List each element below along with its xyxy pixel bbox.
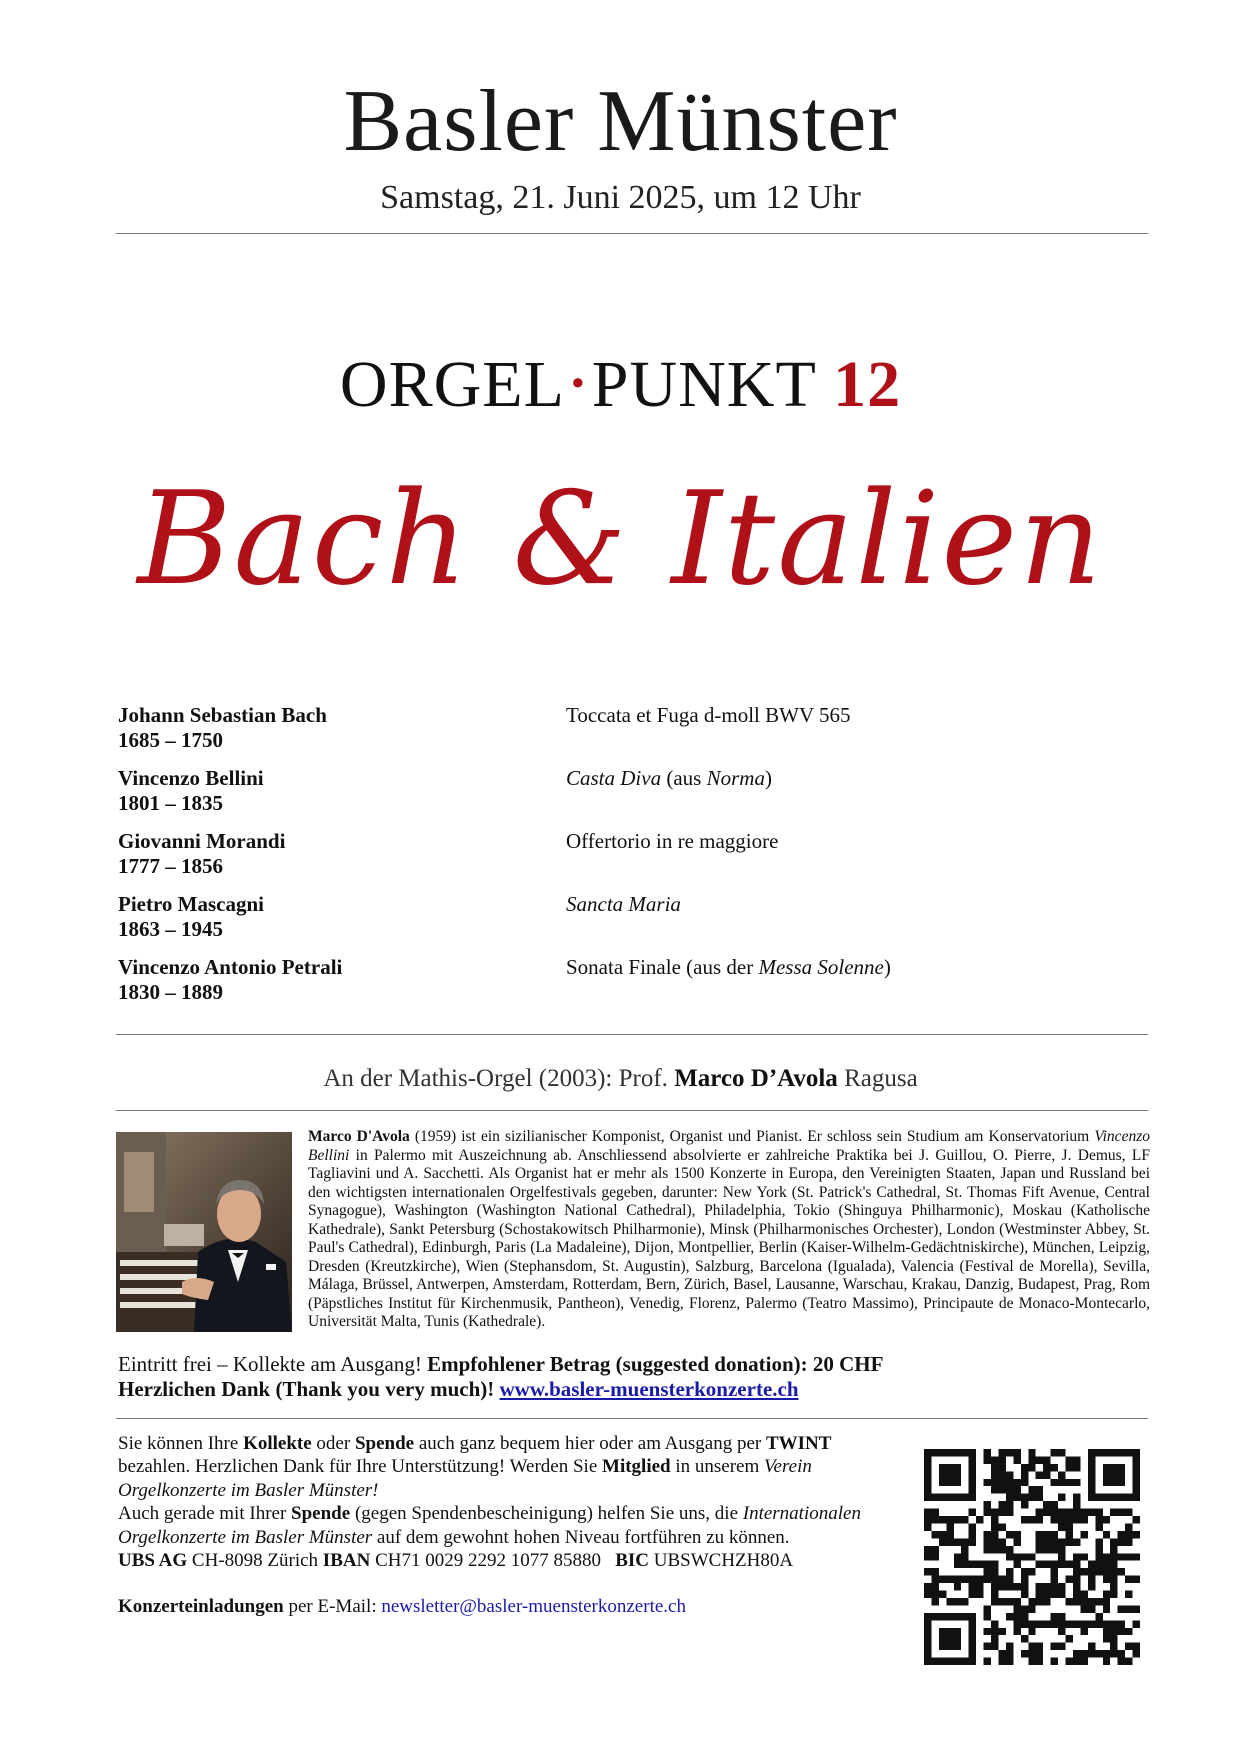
bank-details: UBS AG CH-8098 Zürich IBAN CH71 0029 2292 1077 85880 BIC UBSWCHZH80A [118, 1550, 794, 1572]
program-composer: Vincenzo Antonio Petrali 1830 – 1889 [118, 955, 343, 1004]
suggested-donation: Empfohlener Betrag (suggested donation): 20 CHF [427, 1352, 884, 1376]
series-title [0, 345, 1241, 423]
program-work: Casta Diva (aus Norma) [566, 766, 772, 790]
divider-program [116, 1034, 1148, 1035]
series-part1: ORGEL [339, 347, 565, 421]
divider-donation [116, 1418, 1148, 1419]
concert-subtitle: Bach & Italien [137, 465, 1104, 614]
website-link[interactable]: www.basler-muensterkonzerte.ch [499, 1377, 799, 1401]
organist-photo [116, 1132, 292, 1332]
program-composer: Pietro Mascagni 1863 – 1945 [118, 892, 264, 941]
performer-line: An der Mathis-Orgel (2003): Prof. Marco D’Avola Ragusa [323, 1065, 918, 1092]
newsletter-info: Konzerteinladungen per E-Mail: newsletter@basler-muensterkonzerte.ch [118, 1596, 686, 1617]
program-work: Offertorio in re maggiore [566, 829, 779, 853]
performer-name: Marco D’Avola [674, 1065, 838, 1092]
program-work: Sonata Finale (aus der Messa Solenne) [566, 955, 891, 979]
support-text: Sie können Ihre Kollekte oder Spende auch ganz bequem hier oder am Ausgang per TWINT bezahlen. Herzlichen Dank für Ihre Unterstützung! Werden Sie Mitglied in unserem Verein Orgelkonzerte im Basler Münster! Auch gerade mit Ihrer Spende (gegen Spendenbescheinigung) helfen Sie uns, die Internationalen Orgelkonzerte im Basler Münster auf dem gewohnt hohen Niveau fortführen zu können. UBS AG CH-8098 Zürich IBAN CH71 0029 2292 1077 85880 BIC UBSWCHZH80A [118, 1432, 888, 1572]
newsletter-email-link[interactable]: newsletter@basler-muensterkonzerte.ch [381, 1596, 686, 1617]
series-dot: • [570, 361, 586, 405]
divider-performer [116, 1110, 1148, 1111]
program-work: Sancta Maria [566, 892, 681, 916]
qr-code-icon[interactable] [924, 1449, 1140, 1665]
series-number: 12 [833, 347, 902, 421]
program-composer: Johann Sebastian Bach 1685 – 1750 [118, 703, 327, 752]
program-work: Toccata et Fuga d-moll BWV 565 [566, 703, 851, 727]
performer-bio: Marco D'Avola (1959) ist ein sizilianischer Komponist, Organist und Pianist. Er schloss sein Studium am Konservatorium Vincenzo Bellini in Palermo mit Auszeichnung ab. Anschliessend absolvierte er zahlreiche Praktika bei J. Guillou, O. Pierre, J. Demus, LF Tagliavini und A. Sacchetti. Als Organist hat er mehr als 1500 Konzerte in Europa, den Vereinigten Staaten, Japan und Russland bei den wichtigsten internationalen Orgelfestivals gegeben, darunter: New York (St. Patrick's Cathedral, St. Thomas Fift Avenue, Central Synagogue), Washington (Washington National Cathedral), Philadelphia, Tokio (Shinguya Philharmonic), Moskau (Katholische Kathedrale), Sankt Petersburg (Schostakowitsch Philharmonie), Minsk (Philharmonisches Orchester), London (Westminster Abbey, St. Paul's Cathedral), Edinburgh, Paris (La Madaleine), Dijon, Montpellier, Berlin (Kaiser-Wilhelm-Gedächtniskirche), München, Leipzig, Dresden (Kreutzkirche), Wien (Stephansdom, St. Augustin), Salzburg, Barcelona (Igualada), Valencia (Festival de Morella), Sevilla, Málaga, Brüssel, Antwerpen, Amsterdam, Rotterdam, Bern, Zürich, Basel, Lausanne, Warschau, Krakau, Danzig, Budapest, Prag, Rom (Päpstliches Institut für Kirchenmusik, Pantheon), Venedig, Florenz, Palermo (Teatro Massimo), Principaute de Monaco-Montecarlo, Universität Malta, Tunis (Kathedrale). [308, 1128, 1150, 1330]
divider-top [116, 233, 1148, 234]
program-composer: Vincenzo Bellini 1801 – 1835 [118, 766, 264, 815]
concert-date: Samstag, 21. Juni 2025, um 12 Uhr [380, 179, 861, 216]
donation-info: Eintritt frei – Kollekte am Ausgang! Empfohlener Betrag (suggested donation): 20 CHF Herzlichen Dank (Thank you very much)! www.basler-muensterkonzerte.ch [118, 1352, 884, 1401]
venue-title: Basler Münster [343, 73, 898, 170]
program-composer: Giovanni Morandi 1777 – 1856 [118, 829, 286, 878]
series-part2: PUNKT [591, 347, 816, 421]
